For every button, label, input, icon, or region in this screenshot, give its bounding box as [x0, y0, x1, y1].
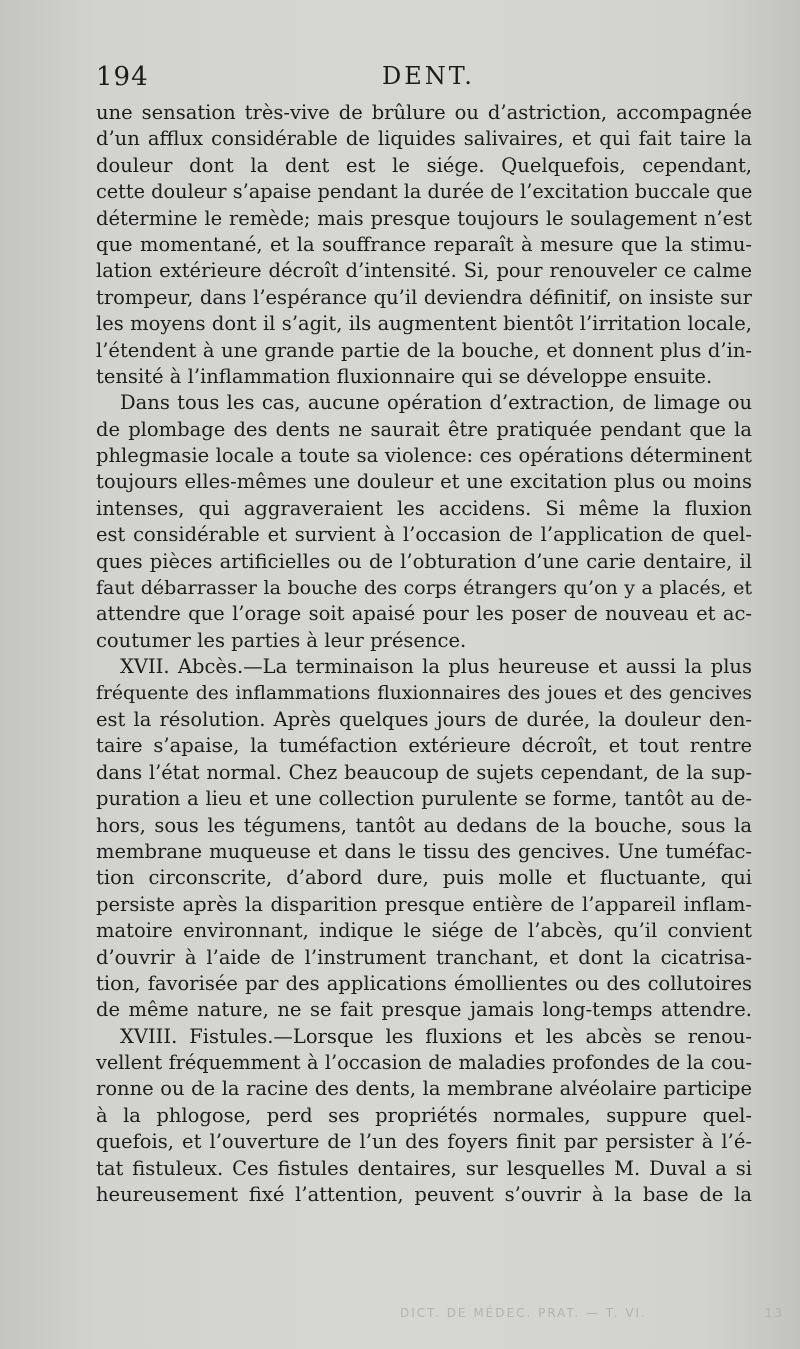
page-number: 194 — [96, 62, 149, 92]
page-header — [96, 62, 752, 96]
text-line: est la résolution. Après quelques jours de durée, la douleur den- — [96, 707, 752, 731]
text-line: trompeur, dans l’espérance qu’il deviendra définitif, on insiste sur — [96, 285, 752, 309]
text-line: faut débarrasser la bouche des corps étrangers qu’on y a placés, et — [96, 577, 752, 600]
text-line: intenses, qui aggraveraient les accidens. Si même la fluxion — [96, 496, 752, 520]
text-line: puration a lieu et une collection purulente se forme, tantôt au de- — [96, 787, 752, 811]
text-line: d’ouvrir à l’aide de l’instrument tranchant, et dont la cicatrisa- — [96, 945, 752, 969]
text-line: lation extérieure décroît d’intensité. Si, pour renouveler ce calme — [96, 259, 752, 283]
text-line: quefois, et l’ouverture de l’un des foyers finit par persister à l’é- — [96, 1130, 752, 1154]
text-line: est considérable et survient à l’occasion de l’application de quel- — [96, 523, 752, 547]
text-line: tat fistuleux. Ces fistules dentaires, sur lesquelles M. Duval a si — [96, 1156, 752, 1180]
running-head: DENT. — [382, 62, 475, 90]
text-line: une sensation très-vive de brûlure ou d’astriction, accompagnée — [96, 101, 752, 124]
section-heading-line-xvii: XVII. Abcès.—La terminaison la plus heureuse et aussi la plus — [120, 655, 752, 679]
body-text — [96, 100, 752, 1208]
text-line: à la phlogose, perd ses propriétés normales, suppure quel- — [96, 1103, 752, 1127]
text-line: les moyens dont il s’agit, ils augmentent bientôt l’irritation locale, — [96, 312, 752, 336]
section-heading-line-xviii: XVIII. Fistules.—Lorsque les fluxions et les abcès se renou- — [120, 1024, 752, 1048]
text-line: dans l’état normal. Chez beaucoup de sujets cependant, de la sup- — [96, 760, 752, 784]
paragraph-end-line: de même nature, ne se fait presque jamais long-temps attendre. — [96, 998, 752, 1022]
text-line: membrane muqueuse et dans le tissu des gencives. Une tuméfac- — [96, 839, 752, 863]
text-line: vellent fréquemment à l’occasion de maladies profondes de la cou- — [96, 1051, 752, 1075]
text-line: l’étendent à une grande partie de la bouche, et donnent plus d’in- — [96, 338, 752, 362]
text-line: de plombage des dents ne saurait être pratiquée pendant que la — [96, 417, 752, 441]
text-line: matoire environnant, indique le siége de l’abcès, qu’il convient — [96, 919, 752, 943]
text-line: persiste après la disparition presque entière de l’appareil inflam- — [96, 892, 752, 916]
text-line: d’un afflux considérable de liquides salivaires, et qui fait taire la — [96, 127, 752, 151]
text-line: ques pièces artificielles ou de l’obturation d’une carie dentaire, il — [96, 549, 752, 573]
paragraph-start-line: Dans tous les cas, aucune opération d’extraction, de limage ou — [120, 391, 752, 415]
text-line: hors, sous les tégumens, tantôt au dedans de la bouche, sous la — [96, 813, 752, 837]
bleed-through-footer — [400, 1306, 784, 1320]
text-line: ronne ou de la racine des dents, la membrane alvéolaire participe — [96, 1077, 752, 1101]
text-line: heureusement fixé l’attention, peuvent s’ouvrir à la base de la — [96, 1183, 752, 1207]
text-line: douleur dont la dent est le siége. Quelquefois, cependant, — [96, 153, 752, 177]
text-line: toujours elles-mêmes une douleur et une excitation plus ou moins — [96, 470, 752, 494]
text-line: fréquente des inflammations fluxionnaires des joues et des gencives — [96, 682, 752, 704]
text-line: détermine le remède; mais presque toujours le soulagement n’est — [96, 206, 752, 230]
text-line: attendre que l’orage soit apaisé pour les poser de nouveau et ac- — [96, 602, 752, 626]
paragraph-end-line: coutumer les parties à leur présence. — [96, 628, 467, 652]
bleed-through-signature: DICT. DE MÉDEC. PRAT. — T. VI. — [400, 1306, 647, 1320]
paragraph-end-line: tensité à l’inflammation fluxionnaire qui se développe ensuite. — [96, 364, 713, 388]
text-line: phlegmasie locale a toute sa violence: ces opérations déterminent — [96, 444, 752, 468]
text-line: tion, favorisée par des applications émollientes ou des collutoires — [96, 971, 752, 995]
text-line: que momentané, et la souffrance reparaît à mesure que la stimu- — [96, 232, 752, 256]
text-line: cette douleur s’apaise pendant la durée de l’excitation buccale que — [96, 180, 753, 204]
bleed-through-number: 13 — [764, 1306, 785, 1320]
text-line: tion circonscrite, d’abord dure, puis molle et fluctuante, qui — [96, 866, 752, 890]
text-line: taire s’apaise, la tuméfaction extérieure décroît, et tout rentre — [96, 734, 752, 758]
